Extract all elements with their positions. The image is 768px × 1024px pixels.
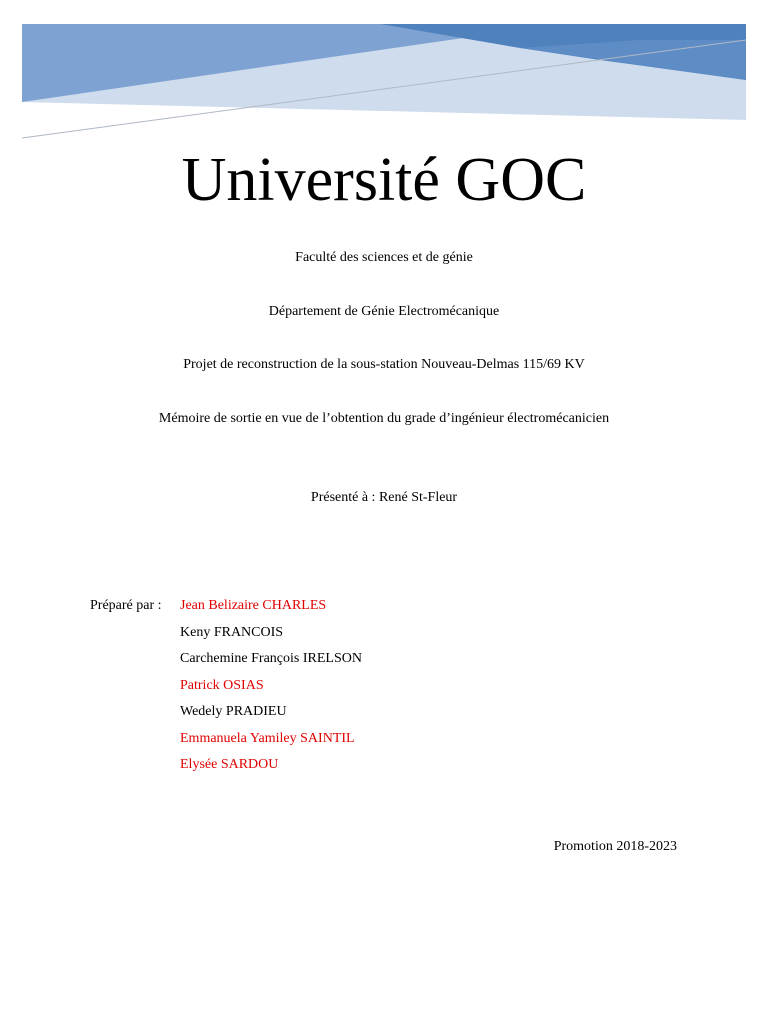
project-line: Projet de reconstruction de la sous-station Nouveau-Delmas 115/69 KV [183, 357, 585, 372]
author-item: Patrick OSIAS [180, 677, 264, 693]
header-banner [0, 0, 768, 145]
memoire-line: Mémoire de sortie en vue de l’obtention du grade d’ingénieur électromécanicien [158, 411, 610, 426]
presented-to-line: Présenté à : René St-Fleur [310, 490, 458, 505]
prepared-by-label: Préparé par : [90, 598, 162, 613]
author-item: Keny FRANCOIS [180, 624, 284, 640]
author-item: Elysée SARDOU [180, 757, 279, 772]
author-item: Jean Belizaire CHARLES [180, 598, 327, 613]
author-item: Carchemine François IRELSON [180, 651, 362, 666]
author-item: Wedely PRADIEU [180, 704, 287, 719]
promotion-line: Promotion 2018-2023 [553, 839, 677, 854]
faculty-line: Faculté des sciences et de génie [295, 250, 473, 265]
author-item: Emmanuela Yamiley SAINTIL [180, 730, 355, 746]
university-title: Université GOC [181, 146, 587, 214]
department-line: Département de Génie Electromécanique [268, 304, 500, 319]
authors-list [180, 597, 362, 783]
